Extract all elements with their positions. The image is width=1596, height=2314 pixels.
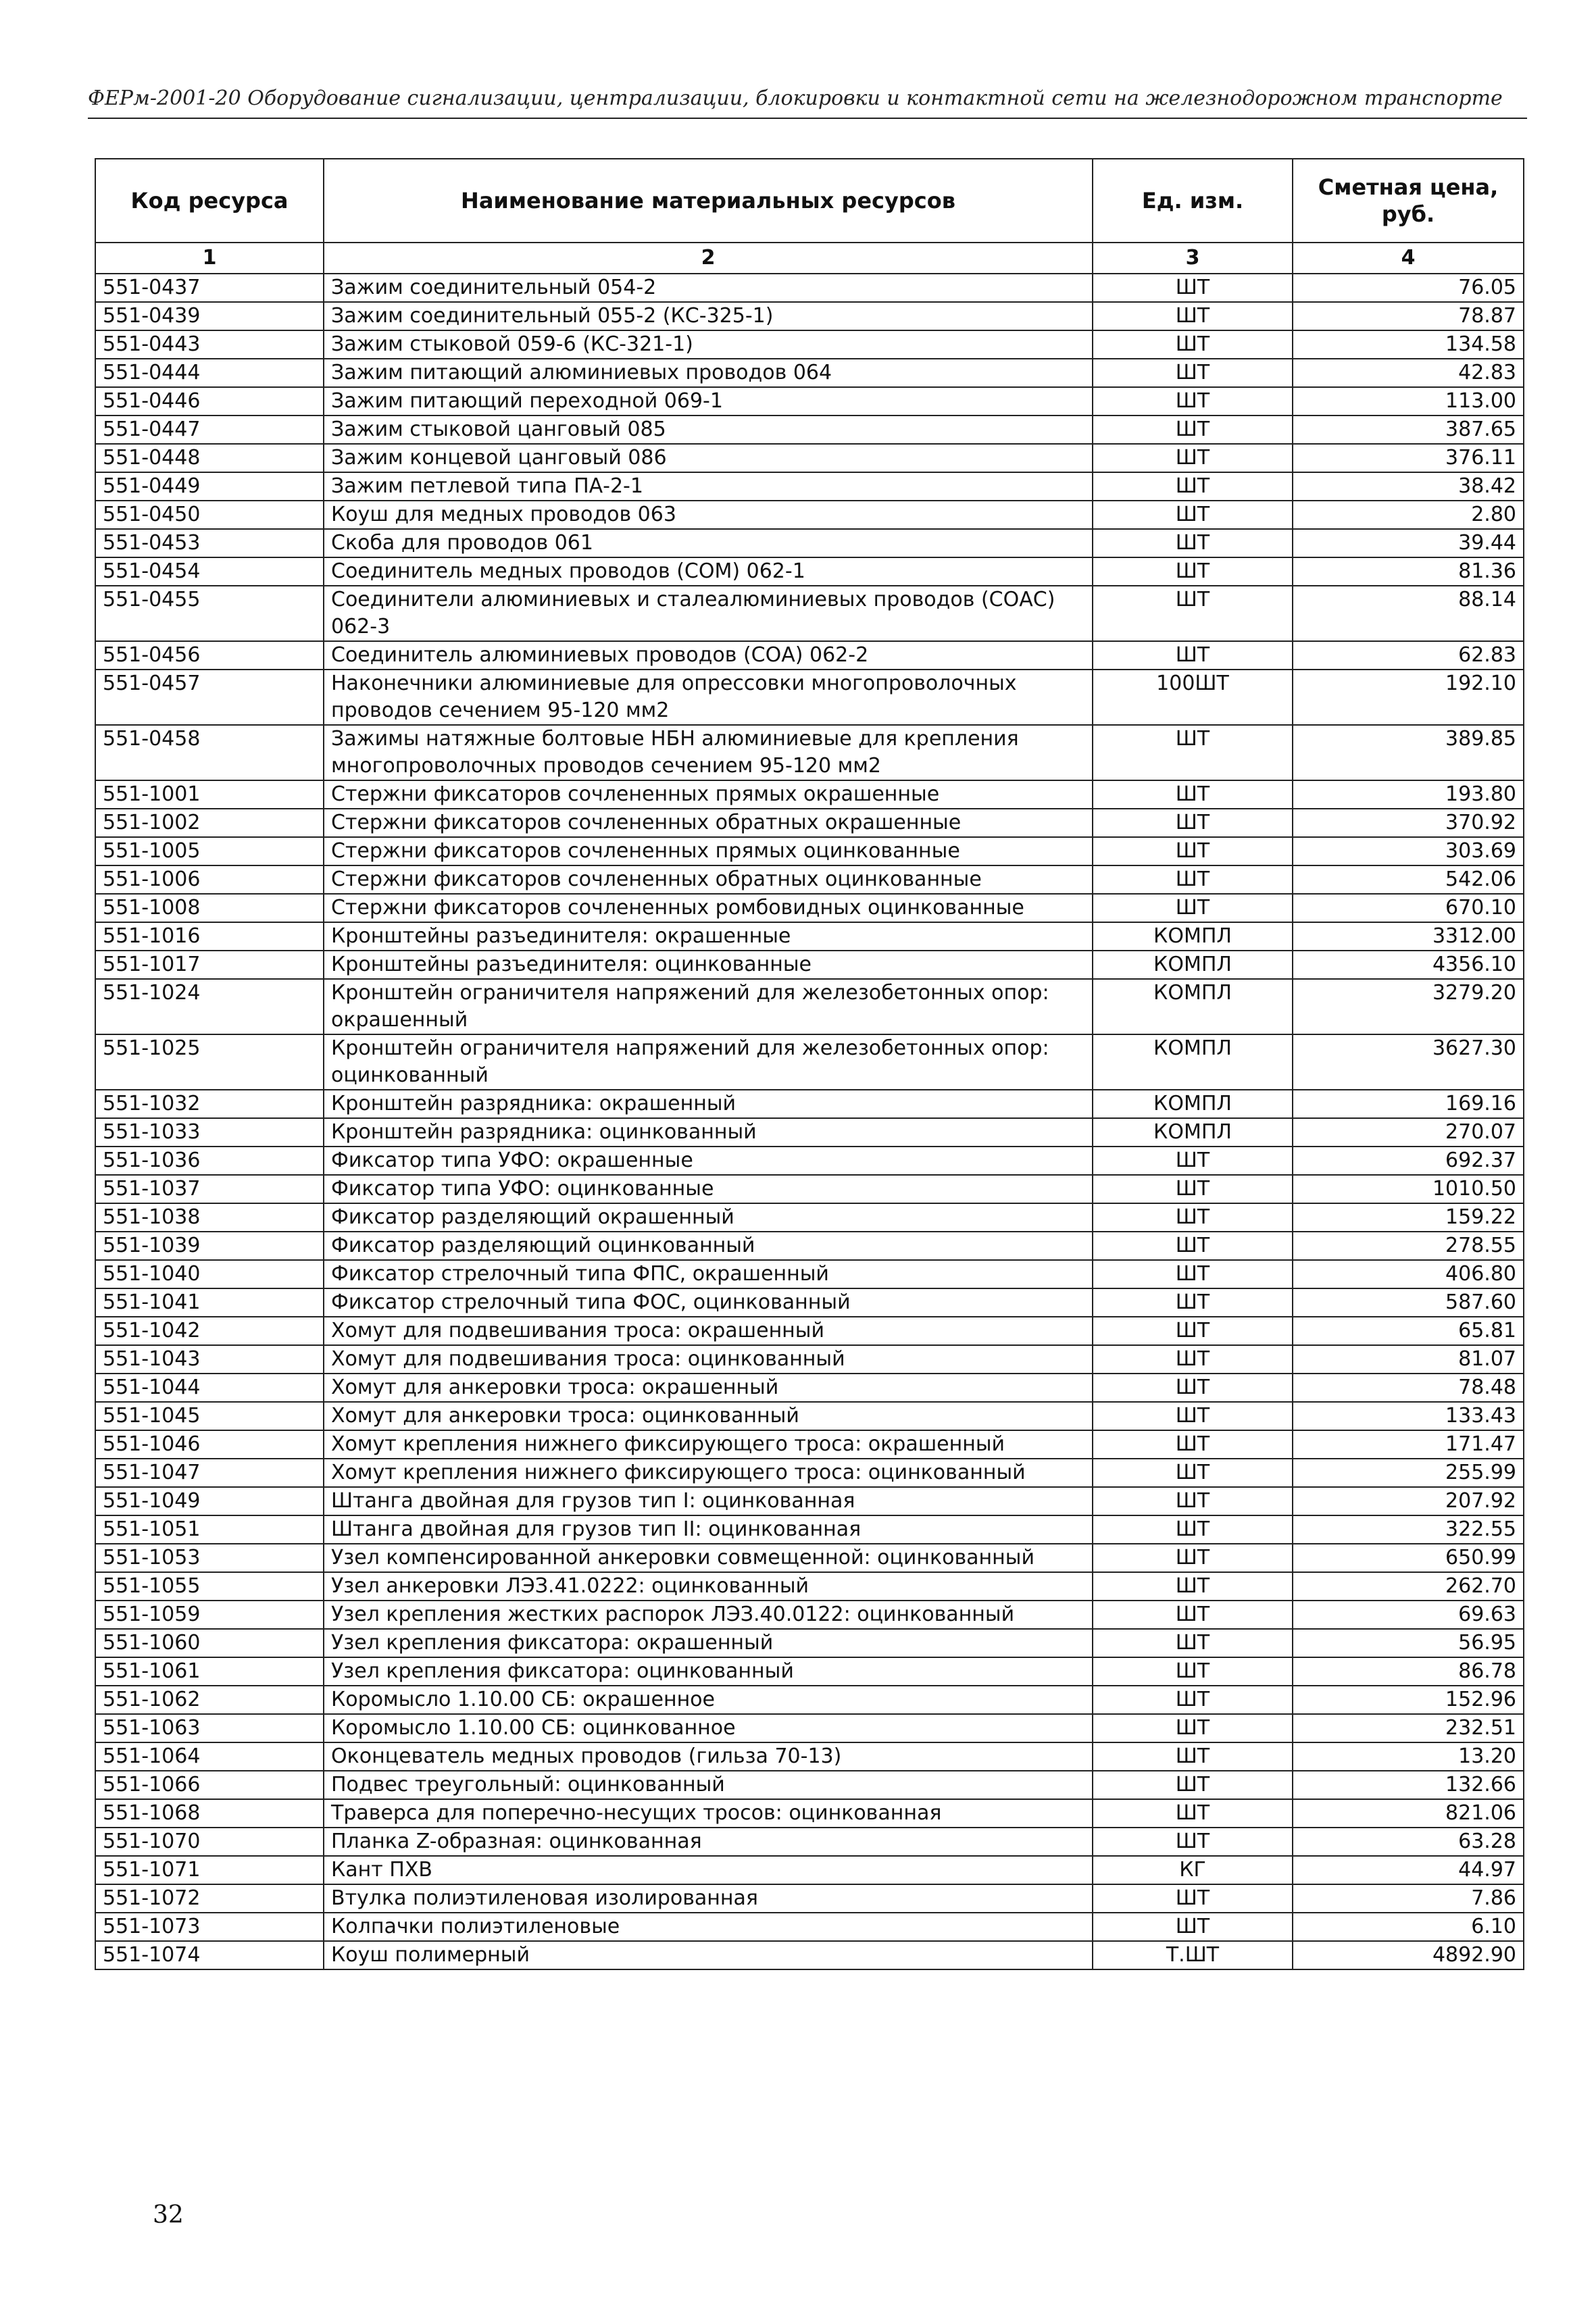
resource-unit: ШТ [1093,1742,1293,1771]
resource-unit: ШТ [1093,1657,1293,1686]
resource-name: Коромысло 1.10.00 СБ: оцинкованное [324,1714,1093,1742]
resource-name: Кронштейны разъединителя: оцинкованные [324,951,1093,979]
resource-price: 42.83 [1293,359,1524,387]
resource-unit: ШТ [1093,1884,1293,1913]
page-number: 32 [153,2201,184,2229]
table-row [95,1941,1524,1969]
column-header-code: Код ресурса [95,159,324,243]
table-row [95,1317,1524,1345]
table-row [95,1657,1524,1686]
resource-name: Траверса для поперечно-несущих тросов: оцинкованная [324,1799,1093,1828]
resource-price: 133.43 [1293,1402,1524,1430]
resource-price: 39.44 [1293,529,1524,557]
resource-unit: ШТ [1093,1317,1293,1345]
resource-unit: ШТ [1093,1402,1293,1430]
resource-price: 3627.30 [1293,1034,1524,1090]
table-row [95,330,1524,359]
resource-code: 551-1062 [95,1686,324,1714]
table-row [95,809,1524,837]
table-row [95,1884,1524,1913]
resource-unit: ШТ [1093,1175,1293,1203]
resource-code: 551-0457 [95,670,324,725]
resource-name: Зажим петлевой типа ПА-2-1 [324,472,1093,501]
resource-unit: ШТ [1093,1374,1293,1402]
table-row [95,1118,1524,1147]
resource-unit: ШТ [1093,1771,1293,1799]
resource-code: 551-1049 [95,1487,324,1515]
resource-code: 551-1016 [95,922,324,951]
resource-unit: ШТ [1093,387,1293,416]
table-row [95,922,1524,951]
resource-code: 551-1071 [95,1856,324,1884]
table-row [95,670,1524,725]
resource-price: 152.96 [1293,1686,1524,1714]
resource-price: 207.92 [1293,1487,1524,1515]
column-number: 3 [1093,243,1293,274]
table-row [95,1090,1524,1118]
resource-price: 78.87 [1293,302,1524,330]
resource-unit: ШТ [1093,1430,1293,1459]
resource-price: 69.63 [1293,1601,1524,1629]
resource-code: 551-1073 [95,1913,324,1941]
resource-name: Скоба для проводов 061 [324,529,1093,557]
resource-price: 262.70 [1293,1572,1524,1601]
resource-name: Узел анкеровки ЛЭЗ.41.0222: оцинкованный [324,1572,1093,1601]
column-number: 1 [95,243,324,274]
resource-code: 551-1072 [95,1884,324,1913]
resource-name: Зажим соединительный 055-2 (КС-325-1) [324,302,1093,330]
resource-price: 13.20 [1293,1742,1524,1771]
resource-name: Зажим соединительный 054-2 [324,274,1093,302]
table-row [95,1686,1524,1714]
resource-unit: ШТ [1093,1572,1293,1601]
table-row [95,1714,1524,1742]
resource-unit: ШТ [1093,1544,1293,1572]
resource-code: 551-1074 [95,1941,324,1969]
resource-name: Фиксатор типа УФО: оцинкованные [324,1175,1093,1203]
resource-unit: ШТ [1093,302,1293,330]
resource-unit: ШТ [1093,586,1293,641]
resource-price: 4892.90 [1293,1941,1524,1969]
table-row [95,529,1524,557]
resource-unit: КОМПЛ [1093,1090,1293,1118]
resource-name: Кронштейн ограничителя напряжений для железобетонных опор: окрашенный [324,979,1093,1034]
resource-unit: ШТ [1093,501,1293,529]
resource-unit: ШТ [1093,1345,1293,1374]
resource-code: 551-1043 [95,1345,324,1374]
column-header-price: Сметная цена, руб. [1293,159,1524,243]
resource-unit: ШТ [1093,1828,1293,1856]
resource-code: 551-1070 [95,1828,324,1856]
resource-price: 270.07 [1293,1118,1524,1147]
resource-name: Узел крепления жестких распорок ЛЭЗ.40.0122: оцинкованный [324,1601,1093,1629]
table-row [95,1629,1524,1657]
resource-price: 255.99 [1293,1459,1524,1487]
resource-name: Узел компенсированной анкеровки совмещенной: оцинкованный [324,1544,1093,1572]
resource-price: 86.78 [1293,1657,1524,1686]
table-row [95,387,1524,416]
table-row [95,1572,1524,1601]
resource-price: 376.11 [1293,444,1524,472]
resource-code: 551-1064 [95,1742,324,1771]
table-row [95,1232,1524,1260]
resource-unit: ШТ [1093,416,1293,444]
resource-code: 551-1024 [95,979,324,1034]
resource-name: Колпачки полиэтиленовые [324,1913,1093,1941]
resource-price: 171.47 [1293,1430,1524,1459]
resource-code: 551-0456 [95,641,324,670]
resource-price: 169.16 [1293,1090,1524,1118]
resource-price: 389.85 [1293,725,1524,780]
resource-code: 551-1061 [95,1657,324,1686]
resource-name: Кант ПХВ [324,1856,1093,1884]
table-row [95,837,1524,865]
resource-name: Стержни фиксаторов сочлененных ромбовидных оцинкованные [324,894,1093,922]
resource-price: 56.95 [1293,1629,1524,1657]
column-header-name: Наименование материальных ресурсов [324,159,1093,243]
resource-code: 551-1063 [95,1714,324,1742]
table-row [95,302,1524,330]
header-rule [88,118,1527,119]
table-row [95,865,1524,894]
running-header: ФЕРм-2001-20 Оборудование сигнализации, централизации, блокировки и контактной сети на железнодорожном транспорте [88,86,1503,110]
table-row [95,274,1524,302]
resource-unit: ШТ [1093,1714,1293,1742]
column-header-unit: Ед. изм. [1093,159,1293,243]
table-row [95,1799,1524,1828]
resource-unit: ШТ [1093,274,1293,302]
resource-code: 551-1066 [95,1771,324,1799]
table-row [95,416,1524,444]
resource-unit: КОМПЛ [1093,951,1293,979]
resource-code: 551-1036 [95,1147,324,1175]
resource-name: Фиксатор стрелочный типа ФПС, окрашенный [324,1260,1093,1288]
resource-code: 551-0449 [95,472,324,501]
resource-unit: ШТ [1093,330,1293,359]
table-row [95,359,1524,387]
resource-name: Кронштейн разрядника: оцинкованный [324,1118,1093,1147]
resource-price: 1010.50 [1293,1175,1524,1203]
resource-code: 551-0454 [95,557,324,586]
table-row [95,725,1524,780]
table-row [95,1856,1524,1884]
resource-unit: ШТ [1093,1260,1293,1288]
resource-code: 551-0455 [95,586,324,641]
resource-unit: ШТ [1093,809,1293,837]
resources-table [95,158,1524,1970]
table-body [95,274,1524,1969]
resource-name: Узел крепления фиксатора: оцинкованный [324,1657,1093,1686]
table-row [95,1147,1524,1175]
resource-name: Кронштейны разъединителя: окрашенные [324,922,1093,951]
table-row [95,472,1524,501]
table-row [95,641,1524,670]
resource-unit: ШТ [1093,359,1293,387]
column-number: 4 [1293,243,1524,274]
resource-name: Хомут для подвешивания троса: оцинкованный [324,1345,1093,1374]
resource-unit: ШТ [1093,1147,1293,1175]
resource-price: 3279.20 [1293,979,1524,1034]
resource-name: Хомут для анкеровки троса: окрашенный [324,1374,1093,1402]
resource-code: 551-0443 [95,330,324,359]
resource-code: 551-1041 [95,1288,324,1317]
resource-price: 134.58 [1293,330,1524,359]
table-row [95,1742,1524,1771]
resource-unit: ШТ [1093,780,1293,809]
resource-name: Наконечники алюминиевые для опрессовки многопроволочных проводов сечением 95-120 мм2 [324,670,1093,725]
resource-unit: ШТ [1093,865,1293,894]
table-row [95,557,1524,586]
resource-unit: ШТ [1093,1601,1293,1629]
table-row [95,1828,1524,1856]
table-row [95,780,1524,809]
resource-price: 692.37 [1293,1147,1524,1175]
resource-name: Коромысло 1.10.00 СБ: окрашенное [324,1686,1093,1714]
resource-price: 7.86 [1293,1884,1524,1913]
table-row [95,1515,1524,1544]
resource-price: 132.66 [1293,1771,1524,1799]
resource-name: Соединители алюминиевых и сталеалюминиевых проводов (СОАС) 062-3 [324,586,1093,641]
table-row [95,979,1524,1034]
resource-code: 551-1053 [95,1544,324,1572]
resource-code: 551-1051 [95,1515,324,1544]
resource-name: Фиксатор стрелочный типа ФОС, оцинкованный [324,1288,1093,1317]
resource-code: 551-1032 [95,1090,324,1118]
resource-unit: КОМПЛ [1093,979,1293,1034]
resource-name: Фиксатор разделяющий окрашенный [324,1203,1093,1232]
resource-unit: ШТ [1093,557,1293,586]
resource-name: Подвес треугольный: оцинкованный [324,1771,1093,1799]
resource-code: 551-1005 [95,837,324,865]
resource-unit: ШТ [1093,1515,1293,1544]
column-number: 2 [324,243,1093,274]
resource-unit: ШТ [1093,529,1293,557]
resource-name: Зажим концевой цанговый 086 [324,444,1093,472]
resource-price: 587.60 [1293,1288,1524,1317]
resource-unit: ШТ [1093,1288,1293,1317]
resource-name: Зажим питающий алюминиевых проводов 064 [324,359,1093,387]
resource-name: Фиксатор разделяющий оцинкованный [324,1232,1093,1260]
resource-price: 4356.10 [1293,951,1524,979]
resource-price: 6.10 [1293,1913,1524,1941]
resource-unit: ШТ [1093,472,1293,501]
resource-name: Стержни фиксаторов сочлененных обратных окрашенные [324,809,1093,837]
resource-name: Зажим стыковой цанговый 085 [324,416,1093,444]
resource-price: 62.83 [1293,641,1524,670]
resource-unit: ШТ [1093,894,1293,922]
resource-name: Узел крепления фиксатора: окрашенный [324,1629,1093,1657]
resource-name: Соединитель алюминиевых проводов (СОА) 062-2 [324,641,1093,670]
resource-name: Соединитель медных проводов (СОМ) 062-1 [324,557,1093,586]
table-header-row [95,159,1524,243]
table-row [95,1601,1524,1629]
column-number-row [95,243,1524,274]
resource-code: 551-0450 [95,501,324,529]
resource-price: 78.48 [1293,1374,1524,1402]
table-row [95,1034,1524,1090]
resource-price: 88.14 [1293,586,1524,641]
resource-unit: КОМПЛ [1093,1118,1293,1147]
resource-code: 551-1001 [95,780,324,809]
resource-price: 3312.00 [1293,922,1524,951]
table-row [95,586,1524,641]
resource-price: 542.06 [1293,865,1524,894]
resource-unit: ШТ [1093,1629,1293,1657]
resource-price: 81.36 [1293,557,1524,586]
resource-unit: ШТ [1093,444,1293,472]
resource-name: Стержни фиксаторов сочлененных обратных оцинкованные [324,865,1093,894]
resource-code: 551-0453 [95,529,324,557]
resource-code: 551-0437 [95,274,324,302]
resource-price: 322.55 [1293,1515,1524,1544]
resource-name: Кронштейн ограничителя напряжений для железобетонных опор: оцинкованный [324,1034,1093,1090]
table-row [95,1544,1524,1572]
resource-price: 65.81 [1293,1317,1524,1345]
resource-price: 81.07 [1293,1345,1524,1374]
resource-code: 551-1038 [95,1203,324,1232]
table-row [95,951,1524,979]
resource-code: 551-1047 [95,1459,324,1487]
resource-name: Штанга двойная для грузов тип II: оцинкованная [324,1515,1093,1544]
resource-name: Штанга двойная для грузов тип I: оцинкованная [324,1487,1093,1515]
table-row [95,1430,1524,1459]
resource-code: 551-0446 [95,387,324,416]
resource-name: Втулка полиэтиленовая изолированная [324,1884,1093,1913]
resource-name: Коуш для медных проводов 063 [324,501,1093,529]
resource-price: 159.22 [1293,1203,1524,1232]
resource-price: 406.80 [1293,1260,1524,1288]
resource-unit: Т.ШТ [1093,1941,1293,1969]
resource-name: Фиксатор типа УФО: окрашенные [324,1147,1093,1175]
table-row [95,1345,1524,1374]
resource-code: 551-1033 [95,1118,324,1147]
resource-price: 193.80 [1293,780,1524,809]
resource-name: Кронштейн разрядника: окрашенный [324,1090,1093,1118]
resource-code: 551-1060 [95,1629,324,1657]
resource-unit: ШТ [1093,1487,1293,1515]
resource-price: 387.65 [1293,416,1524,444]
resource-code: 551-0458 [95,725,324,780]
table-row [95,1260,1524,1288]
resource-name: Хомут крепления нижнего фиксирующего троса: оцинкованный [324,1459,1093,1487]
resource-name: Стержни фиксаторов сочлененных прямых окрашенные [324,780,1093,809]
resource-code: 551-0447 [95,416,324,444]
resource-price: 232.51 [1293,1714,1524,1742]
resource-unit: 100ШТ [1093,670,1293,725]
resource-code: 551-1046 [95,1430,324,1459]
table-row [95,1374,1524,1402]
resource-code: 551-0444 [95,359,324,387]
resource-unit: КГ [1093,1856,1293,1884]
resource-price: 192.10 [1293,670,1524,725]
resource-price: 303.69 [1293,837,1524,865]
resource-unit: ШТ [1093,1913,1293,1941]
table-row [95,1771,1524,1799]
resource-price: 113.00 [1293,387,1524,416]
resource-unit: КОМПЛ [1093,922,1293,951]
resource-code: 551-0439 [95,302,324,330]
resource-code: 551-1042 [95,1317,324,1345]
table-row [95,1459,1524,1487]
resource-unit: КОМПЛ [1093,1034,1293,1090]
resource-price: 821.06 [1293,1799,1524,1828]
resource-price: 44.97 [1293,1856,1524,1884]
resource-unit: ШТ [1093,1203,1293,1232]
resource-price: 650.99 [1293,1544,1524,1572]
resource-name: Планка Z-образная: оцинкованная [324,1828,1093,1856]
resource-code: 551-1002 [95,809,324,837]
resource-code: 551-1008 [95,894,324,922]
resource-unit: ШТ [1093,1799,1293,1828]
table-row [95,1487,1524,1515]
resource-unit: ШТ [1093,725,1293,780]
table-row [95,1913,1524,1941]
table-row [95,1203,1524,1232]
table-row [95,1288,1524,1317]
resource-name: Хомут для анкеровки троса: оцинкованный [324,1402,1093,1430]
resource-code: 551-1025 [95,1034,324,1090]
resource-code: 551-1044 [95,1374,324,1402]
resource-code: 551-1059 [95,1601,324,1629]
table-row [95,501,1524,529]
resource-name: Хомут крепления нижнего фиксирующего троса: окрашенный [324,1430,1093,1459]
resource-name: Зажим питающий переходной 069-1 [324,387,1093,416]
table-row [95,894,1524,922]
resource-price: 370.92 [1293,809,1524,837]
resource-code: 551-1037 [95,1175,324,1203]
resource-unit: ШТ [1093,1686,1293,1714]
resource-unit: ШТ [1093,1232,1293,1260]
resource-code: 551-1068 [95,1799,324,1828]
resource-code: 551-0448 [95,444,324,472]
resource-unit: ШТ [1093,1459,1293,1487]
resource-price: 63.28 [1293,1828,1524,1856]
resource-price: 670.10 [1293,894,1524,922]
resource-code: 551-1017 [95,951,324,979]
resource-price: 76.05 [1293,274,1524,302]
resource-code: 551-1045 [95,1402,324,1430]
resource-code: 551-1006 [95,865,324,894]
resource-price: 38.42 [1293,472,1524,501]
resource-name: Оконцеватель медных проводов (гильза 70-13) [324,1742,1093,1771]
table-row [95,1175,1524,1203]
resource-unit: ШТ [1093,837,1293,865]
resource-name: Зажим стыковой 059-6 (КС-321-1) [324,330,1093,359]
resource-price: 2.80 [1293,501,1524,529]
resource-name: Стержни фиксаторов сочлененных прямых оцинкованные [324,837,1093,865]
resource-name: Зажимы натяжные болтовые НБН алюминиевые для крепления многопроволочных проводов сечением 95-120 мм2 [324,725,1093,780]
table-row [95,444,1524,472]
table-row [95,1402,1524,1430]
resource-code: 551-1055 [95,1572,324,1601]
resource-name: Хомут для подвешивания троса: окрашенный [324,1317,1093,1345]
resource-code: 551-1039 [95,1232,324,1260]
resource-name: Коуш полимерный [324,1941,1093,1969]
resource-code: 551-1040 [95,1260,324,1288]
resource-unit: ШТ [1093,641,1293,670]
resource-price: 278.55 [1293,1232,1524,1260]
